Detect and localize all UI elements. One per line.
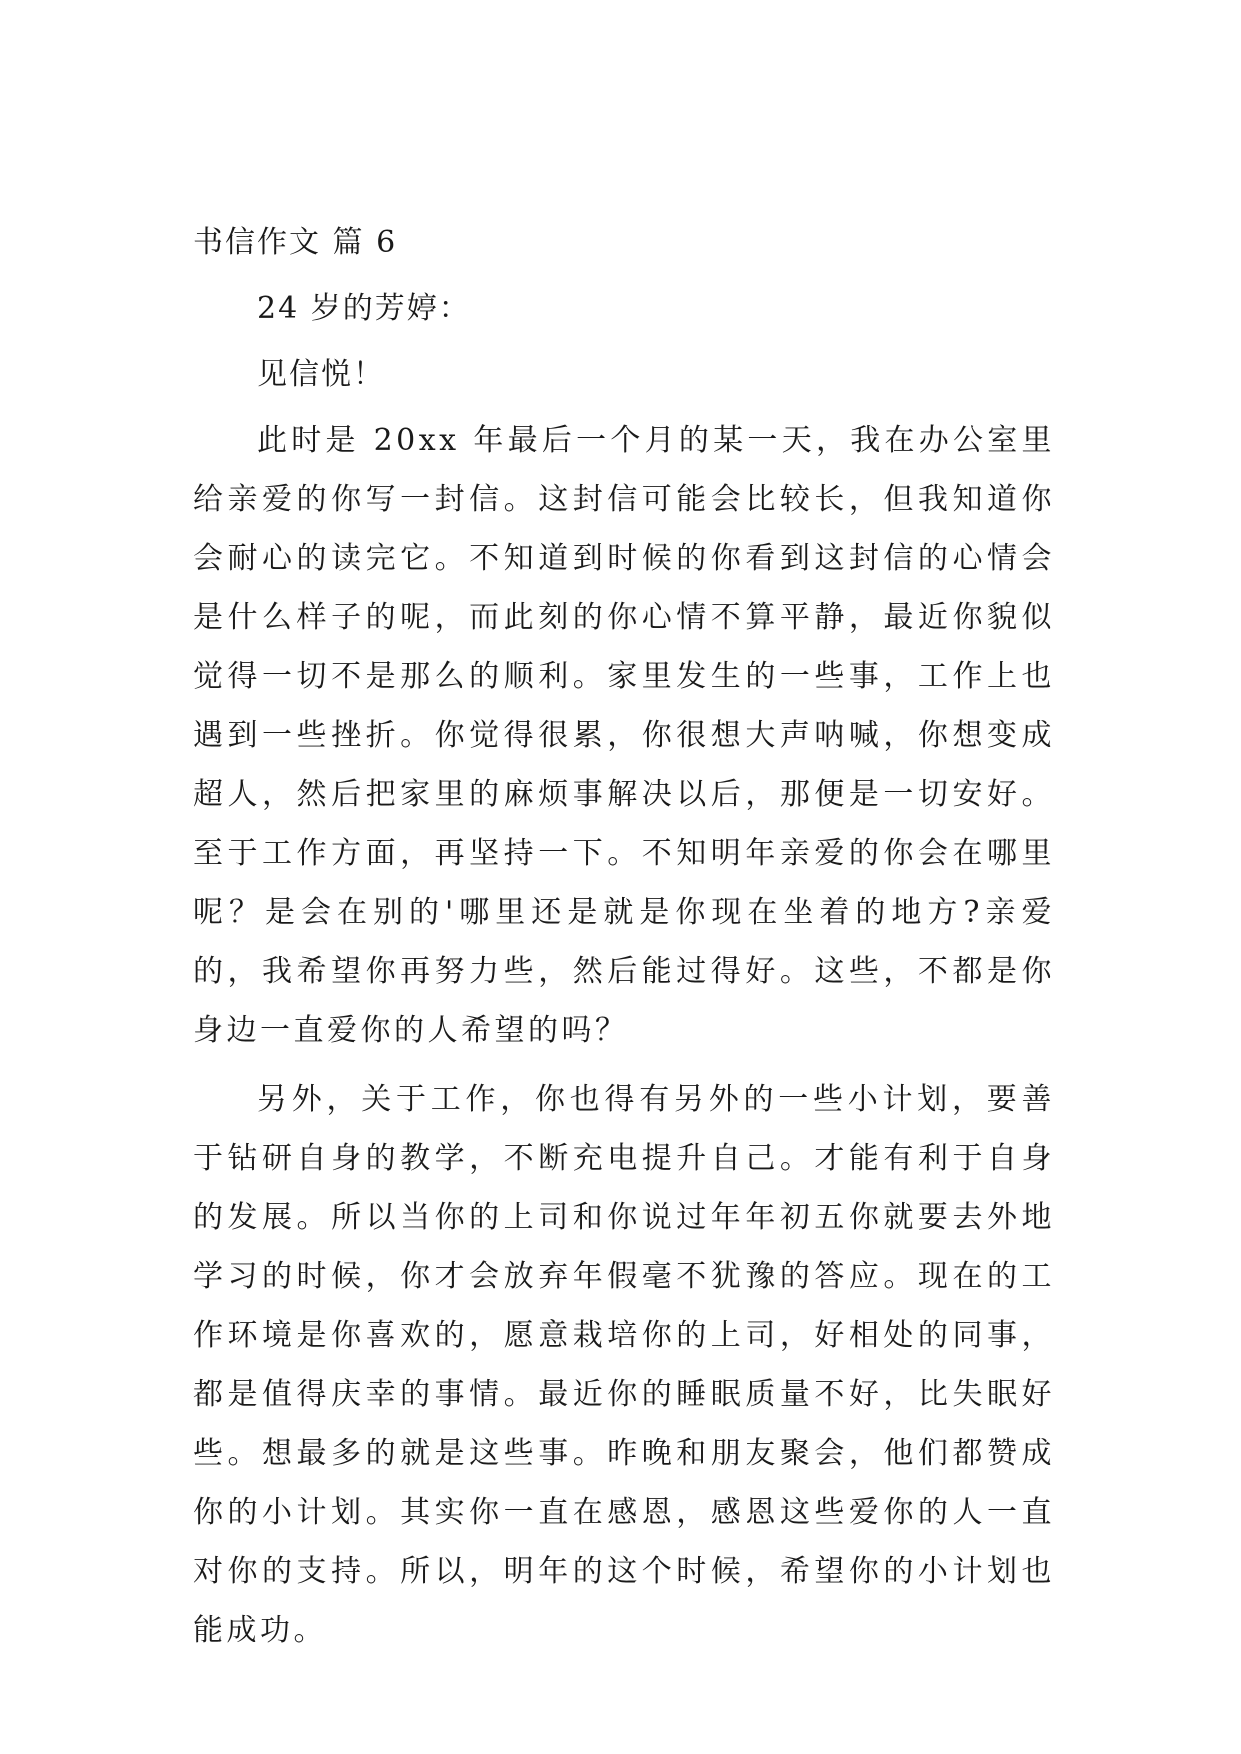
salutation: 24 岁的芳婷：: [257, 291, 471, 326]
greeting: 见信悦！: [257, 357, 385, 392]
letter-body: [193, 213, 1055, 1660]
section-heading: 书信作文 篇 6: [193, 225, 398, 260]
paragraph-1: 此时是 20xx 年最后一个月的某一天，我在办公室里给亲爱的你写一封信。这封信可能会比较长，但我知道你会耐心的读完它。不知道到时候的你看到这封信的心情会是什么样子的呢，而此刻的你心情不算平静，最近你貌似觉得一切不是那么的顺利。家里发生的一些事，工作上也遇到一些挫折。你觉得很累，你很想大声呐喊，你想变成超人，然后把家里的麻烦事解决以后，那便是一切安好。至于工作方面，再坚持一下。不知明年亲爱的你会在哪里呢？是会在别的'哪里还是就是你现在坐着的地方?亲爱的，我希望你再努力些，然后能过得好。这些，不都是你身边一直爱你的人希望的吗？: [193, 423, 1055, 1048]
paragraph-2: 另外，关于工作，你也得有另外的一些小计划，要善于钻研自身的教学，不断充电提升自己。才能有利于自身的发展。所以当你的上司和你说过年年初五你就要去外地学习的时候，你才会放弃年假毫不犹豫的答应。现在的工作环境是你喜欢的，愿意栽培你的上司，好相处的同事，都是值得庆幸的事情。最近你的睡眠质量不好，比失眠好些。想最多的就是这些事。昨晚和朋友聚会，他们都赞成你的小计划。其实你一直在感恩，感恩这些爱你的人一直对你的支持。所以，明年的这个时候，希望你的小计划也能成功。: [193, 1082, 1055, 1648]
